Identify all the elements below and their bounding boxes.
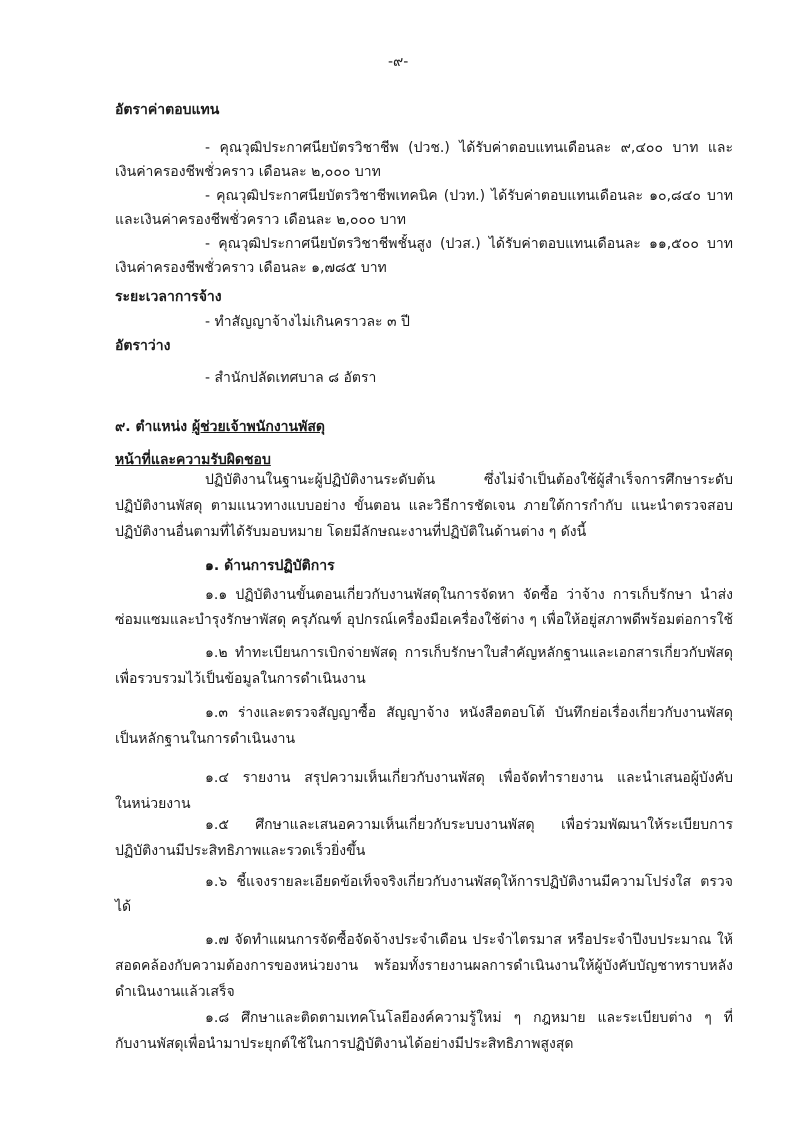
compensation-line: เงินค่าครองชีพชั่วคราว เดือนละ ๑,๗๘๕ บาท	[115, 260, 387, 276]
duty-item: ๑.๓ ร่างและตรวจสัญญาซื้อ สัญญาจ้าง หนังสือตอบโต้ บันทึกย่อเรื่องเกี่ยวกับงานพัสดุ	[205, 705, 733, 721]
duty-item: ๑.๘ ศึกษาและติดตามเทคโนโลยีองค์ความรู้ใหม่ ๆ กฎหมาย และระเบียบต่าง ๆ ที่	[205, 1010, 733, 1026]
duty-item: ๑.๒ ทำทะเบียนการเบิกจ่ายพัสดุ การเก็บรักษาใบสำคัญหลักฐานและเอกสารเกี่ยวกับพัสดุ	[205, 645, 733, 661]
duties-intro-line: ปฏิบัติงานอื่นตามที่ได้รับมอบหมาย โดยมีลักษณะงานที่ปฏิบัติในด้านต่าง ๆ ดังนี้	[115, 524, 587, 540]
duty-item: ๑.๔ รายงาน สรุปความเห็นเกี่ยวกับงานพัสดุ เพื่อจัดทำรายงาน และนำเสนอผู้บังคับ	[205, 770, 733, 786]
compensation-line: และเงินค่าครองชีพชั่วคราว เดือนละ ๒,๐๐๐ บาท	[115, 212, 406, 228]
duty-item-cont: ได้	[115, 899, 132, 915]
duty-item-cont: สอดคล้องกับความต้องการของหน่วยงาน พร้อมทั้งรายงานผลการดำเนินงานให้ผู้บังคับบัญชาทราบหลัง	[115, 958, 733, 974]
duty-item-cont: กับงานพัสดุเพื่อนำมาประยุกต์ใช้ในการปฏิบัติงานได้อย่างมีประสิทธิภาพสูงสุด	[115, 1036, 574, 1052]
vacancy-item: - สำนักปลัดเทศบาล ๘ อัตรา	[205, 370, 377, 386]
page-number: -๙-	[388, 54, 409, 70]
compensation-line: - คุณวุฒิประกาศนียบัตรวิชาชีพเทคนิค (ปวท.) ได้รับค่าตอบแทนเดือนละ ๑๐,๘๔๐ บาท	[205, 188, 733, 204]
position-title: ผู้ช่วยเจ้าพนักงานพัสดุ	[191, 419, 325, 435]
duties-intro-line: ปฏิบัติงานพัสดุ ตามแนวทางแบบอย่าง ขั้นตอน และวิธีการชัดเจน ภายใต้การกำกับ แนะนำตรวจสอบ	[115, 498, 733, 514]
section-heading: ๑. ด้านการปฏิบัติการ	[205, 558, 335, 574]
duty-item-cont: ในหน่วยงาน	[115, 796, 191, 812]
compensation-line: - คุณวุฒิประกาศนียบัตรวิชาชีพชั้นสูง (ปวส.) ได้รับค่าตอบแทนเดือนละ ๑๑,๕๐๐ บาท	[205, 236, 733, 252]
vacancy-heading: อัตราว่าง	[115, 338, 171, 354]
position-prefix: ๙. ตำแหน่ง	[115, 419, 188, 435]
duty-item-cont: ปฏิบัติงานมีประสิทธิภาพและรวดเร็วยิ่งขึ้น	[115, 843, 366, 859]
duty-item-cont: ดำเนินงานแล้วเสร็จ	[115, 984, 235, 1000]
duties-intro-line: ปฏิบัติงานในฐานะผู้ปฏิบัติงานระดับต้น ซึ่งไม่จำเป็นต้องใช้ผู้สำเร็จการศึกษาระดับ	[205, 472, 733, 488]
duty-item-cont: ซ่อมแซมและบำรุงรักษาพัสดุ ครุภัณฑ์ อุปกรณ์เครื่องมือเครื่องใช้ต่าง ๆ เพื่อให้อยู่สภาพดีพร้อมต่อการใช้	[115, 612, 733, 628]
compensation-heading: อัตราค่าตอบแทน	[115, 102, 220, 118]
duty-item: ๑.๑ ปฏิบัติงานขั้นตอนเกี่ยวกับงานพัสดุในการจัดหา จัดซื้อ ว่าจ้าง การเก็บรักษา นำส่ง	[205, 587, 733, 603]
compensation-line: เงินค่าครองชีพชั่วคราว เดือนละ ๒,๐๐๐ บาท	[115, 164, 381, 180]
position-heading	[115, 417, 325, 437]
duration-item: - ทำสัญญาจ้างไม่เกินคราวละ ๓ ปี	[205, 314, 410, 330]
duty-item-cont: เป็นหลักฐานในการดำเนินงาน	[115, 731, 296, 747]
duty-item: ๑.๕ ศึกษาและเสนอความเห็นเกี่ยวกับระบบงานพัสดุ เพื่อร่วมพัฒนาให้ระเบียบการ	[205, 817, 733, 833]
duty-item-cont: เพื่อรวบรวมไว้เป็นข้อมูลในการดำเนินงาน	[115, 671, 366, 687]
duration-heading: ระยะเวลาการจ้าง	[115, 289, 222, 305]
duties-heading: หน้าที่และความรับผิดชอบ	[115, 452, 271, 468]
compensation-line: - คุณวุฒิประกาศนียบัตรวิชาชีพ (ปวช.) ได้รับค่าตอบแทนเดือนละ ๙,๔๐๐ บาท และ	[205, 140, 733, 156]
duty-item: ๑.๖ ชี้แจงรายละเอียดข้อเท็จจริงเกี่ยวกับงานพัสดุให้การปฏิบัติงานมีความโปร่งใส ตรวจ	[205, 874, 733, 890]
duty-item: ๑.๗ จัดทำแผนการจัดซื้อจัดจ้างประจำเดือน ประจำไตรมาส หรือประจำปีงบประมาณ ให้	[205, 932, 733, 948]
